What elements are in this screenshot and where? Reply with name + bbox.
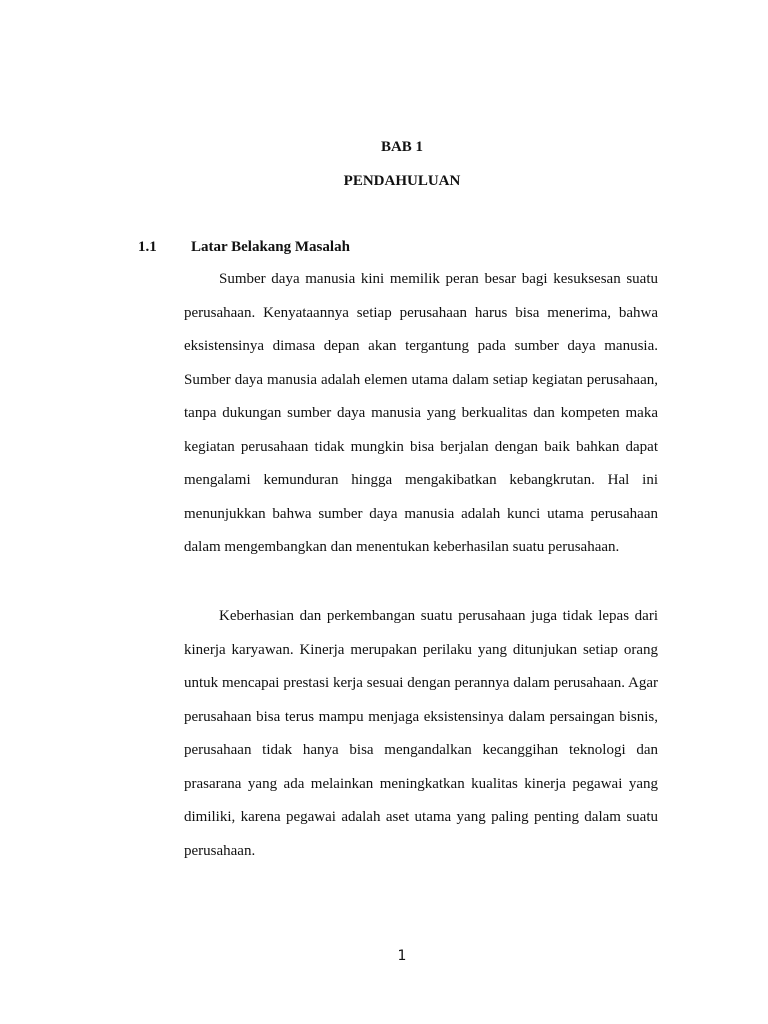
page-number: 1 — [397, 948, 407, 964]
chapter-number: BAB 1 — [380, 139, 424, 155]
section-title: Latar Belakang Masalah — [191, 239, 350, 255]
body-paragraph-2: Keberhasian dan perkembangan suatu perusahaan juga tidak lepas dari kinerja karyawan. Kinerja merupakan perilaku yang ditunjukan setiap orang untuk mencapai prestasi kerja sesuai dengan perannya dalam perusahaan. Agar perusahaan bisa terus mampu menjaga eksistensinya dalam persaingan bisnis, perusahaan tidak hanya bisa mengandalkan kecanggihan teknologi dan prasarana yang ada melainkan meningkatkan kualitas kinerja pegawai yang dimiliki, karena pegawai adalah aset utama yang paling penting dalam suatu perusahaan. — [184, 608, 658, 859]
section-heading — [138, 238, 350, 256]
body-paragraph-1: Sumber daya manusia kini memilik peran besar bagi kesuksesan suatu perusahaan. Kenyataannya setiap perusahaan harus bisa menerima, bahwa eksistensinya dimasa depan akan tergantung pada sumber daya manusia. Sumber daya manusia adalah elemen utama dalam setiap kegiatan perusahaan, tanpa dukungan sumber daya manusia yang berkualitas dan kompeten maka kegiatan perusahaan tidak mungkin bisa berjalan dengan baik bahkan dapat mengalami kemunduran hingga mengakibatkan kebangkrutan. Hal ini menunjukkan bahwa sumber daya manusia adalah kunci utama perusahaan dalam mengembangkan dan menentukan keberhasilan suatu perusahaan. — [184, 271, 658, 555]
chapter-title: PENDAHULUAN — [343, 173, 461, 189]
section-number: 1.1 — [138, 239, 157, 255]
